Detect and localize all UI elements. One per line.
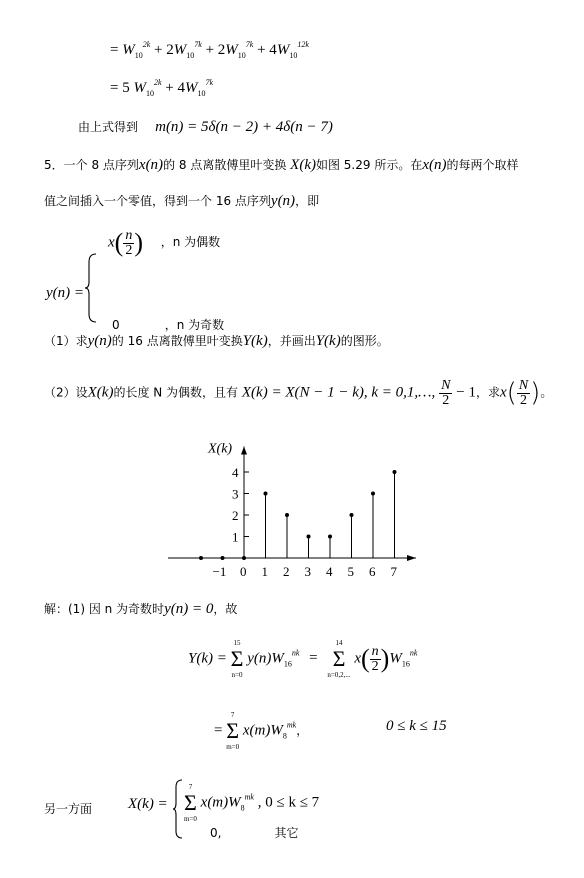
x-tick-label: 7	[390, 564, 397, 579]
x-tick-label: 1	[261, 564, 268, 579]
stem-point	[328, 535, 332, 539]
x-tick-label: 3	[304, 564, 311, 579]
question-1: （1）求y(n)的 16 点离散傅里叶变换Y(k)，并画出Y(k)的图形。	[44, 333, 389, 349]
stem-point	[393, 470, 397, 474]
piecewise-brace	[84, 252, 98, 324]
solution-equation-2: = 7 Σ m=0 $x(m)W_8^{mk}$，	[214, 711, 309, 751]
equation-line-1: = $W_{10}^{2k} + 2W_{10}^{7k} + 2W_{10}^{7k} + 4W_{10}^{12k}$	[110, 40, 309, 60]
stem-point	[371, 492, 375, 496]
y-axis-label: X(k)	[208, 441, 233, 457]
x-axis-arrow	[407, 555, 416, 561]
stem-chart	[160, 436, 430, 586]
solution-equation-3-case-2: 0, 其它	[210, 826, 299, 840]
solution-brace	[172, 778, 184, 840]
equation-line-2: = 5 $W_{10}^{2k} + 4W_{10}^{7k}$	[110, 78, 214, 98]
problem-5-line-2: 值之间插入一个零值，得到一个 16 点序列y(n)，即	[44, 193, 320, 209]
solution-equation-3-lhs: X(k) =	[128, 796, 168, 812]
question-2: （2）设X(k)的长度 N 为偶数，且有 X(k) = X(N − 1 − k), k = 0,1,…, $\frac{N}{2}$ − 1，求x( $\frac{N}{2}$ )。	[44, 377, 553, 408]
stem-point	[264, 492, 268, 496]
x-tick-label: 6	[369, 564, 376, 579]
x-tick-label: 2	[283, 564, 290, 579]
x-tick-label: −1	[212, 564, 227, 579]
piecewise-case-2: 0 ，n 为奇数	[112, 318, 225, 332]
solution-intro: 解：(1) 因 n 为奇数时y(n) = 0，故	[44, 601, 238, 617]
x-tick-label: 5	[347, 564, 354, 579]
y-axis-arrow	[241, 447, 247, 455]
problem-5-line-1: 5．一个 8 点序列x(n)的 8 点离散傅里叶变换 X(k)如图 5.29 所示。在x(n)的每两个取样	[44, 157, 519, 173]
y-tick-label: 1	[232, 529, 239, 545]
y-tick-label: 2	[232, 508, 239, 523]
stem-point	[242, 556, 246, 560]
solution-equation-2-range: 0 ≤ k ≤ 15	[386, 718, 447, 734]
x-tick-label: 4	[326, 564, 333, 579]
piecewise-lhs: y(n) =	[46, 285, 85, 301]
x-tick-label: 0	[240, 564, 247, 579]
stem-point	[350, 513, 354, 517]
y-tick-label: 3	[232, 486, 239, 502]
solution-equation-1: Y(k) = 15 Σ n=0 $y(n)W_{16}^{nk}$ = 14 Σ n=0,2,... x( $\frac{n}{2}$ )$W_{16}^{nk}$	[188, 639, 418, 679]
stem-point	[285, 513, 289, 517]
piecewise-case-1: x( $\frac{n}{2}$ ) ，n 为偶数	[108, 227, 221, 258]
stem-point	[199, 556, 203, 560]
stem-point	[307, 535, 311, 539]
y-tick-label: 4	[232, 465, 239, 480]
other-hand-label: 另一方面	[44, 802, 93, 816]
solution-equation-3-case-1: 7 Σ m=0 $x(m)W_8^{mk}$ , 0 ≤ k ≤ 7	[184, 783, 320, 823]
result-line: 由上式得到 m(n) = 5δ(n − 2) + 4δ(n − 7)	[78, 119, 333, 135]
stem-point	[221, 556, 225, 560]
